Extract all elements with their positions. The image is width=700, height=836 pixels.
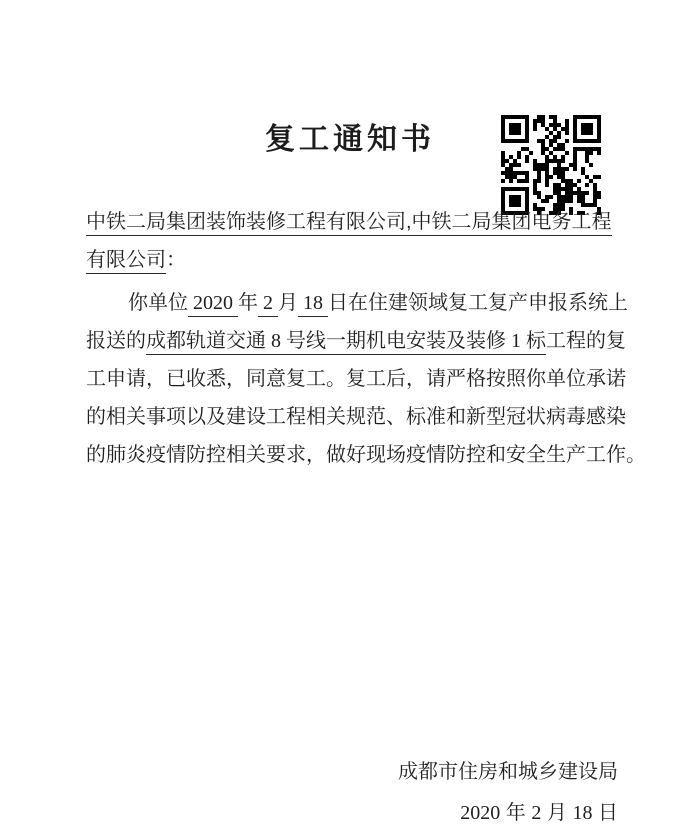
document-body — [86, 203, 646, 474]
text-segment: 工申请，已收悉，同意复工。复工后，请严格按照你单位承诺 — [86, 368, 626, 390]
text-segment: 有限公司 — [86, 249, 166, 274]
text-segment: 2 — [258, 292, 278, 317]
text-segment: 2 — [531, 802, 542, 824]
text-segment: 年 — [500, 802, 532, 824]
body-line-1 — [86, 284, 628, 322]
text-segment: 你单位 — [128, 292, 188, 314]
signature-block — [398, 752, 618, 834]
text-segment: 1 — [506, 330, 526, 355]
document-title: 复工通知书 — [265, 123, 435, 156]
body-paragraph — [86, 284, 646, 474]
text-segment: 的肺炎疫情防控相关要求，做好现场疫情防控和安全生产工作。 — [86, 444, 646, 466]
text-segment: 的相关事项以及建设工程相关规范、标准和新型冠状病毒感染 — [86, 406, 626, 428]
text-segment: 工程的复 — [546, 330, 626, 352]
text-segment: 18 — [298, 292, 328, 317]
text-segment: 2020 — [460, 802, 501, 824]
qr-code-icon — [501, 115, 601, 215]
issue-date — [398, 793, 618, 834]
body-line-3 — [86, 360, 626, 398]
text-segment: 号线一期机电安装及装修 — [286, 330, 506, 355]
text-segment: 8 — [266, 330, 286, 355]
body-line-5 — [86, 436, 646, 474]
body-line-2 — [86, 322, 626, 360]
text-segment: 成都轨道交通 — [146, 330, 266, 355]
recipient-line-2 — [86, 241, 622, 279]
text-segment: 标 — [526, 330, 546, 355]
body-line-4 — [86, 398, 626, 436]
issuing-authority: 成都市住房和城乡建设局 — [398, 761, 618, 783]
text-segment: 18 — [572, 802, 593, 824]
text-segment: 月 — [278, 292, 298, 314]
text-segment: 年 — [238, 292, 258, 314]
text-segment: 中铁二局集团装饰装修工程有限公司,中铁二局集团电务工程 — [86, 211, 612, 236]
text-segment: 月 — [541, 802, 573, 824]
text-segment: 报送的 — [86, 330, 146, 352]
text-segment: 日 — [592, 802, 618, 824]
recipient-line-1 — [86, 203, 622, 241]
text-segment: 日在住建领域复工复产申报系统上 — [328, 292, 628, 314]
text-segment: ： — [166, 249, 186, 271]
text-segment: 2020 — [188, 292, 238, 317]
